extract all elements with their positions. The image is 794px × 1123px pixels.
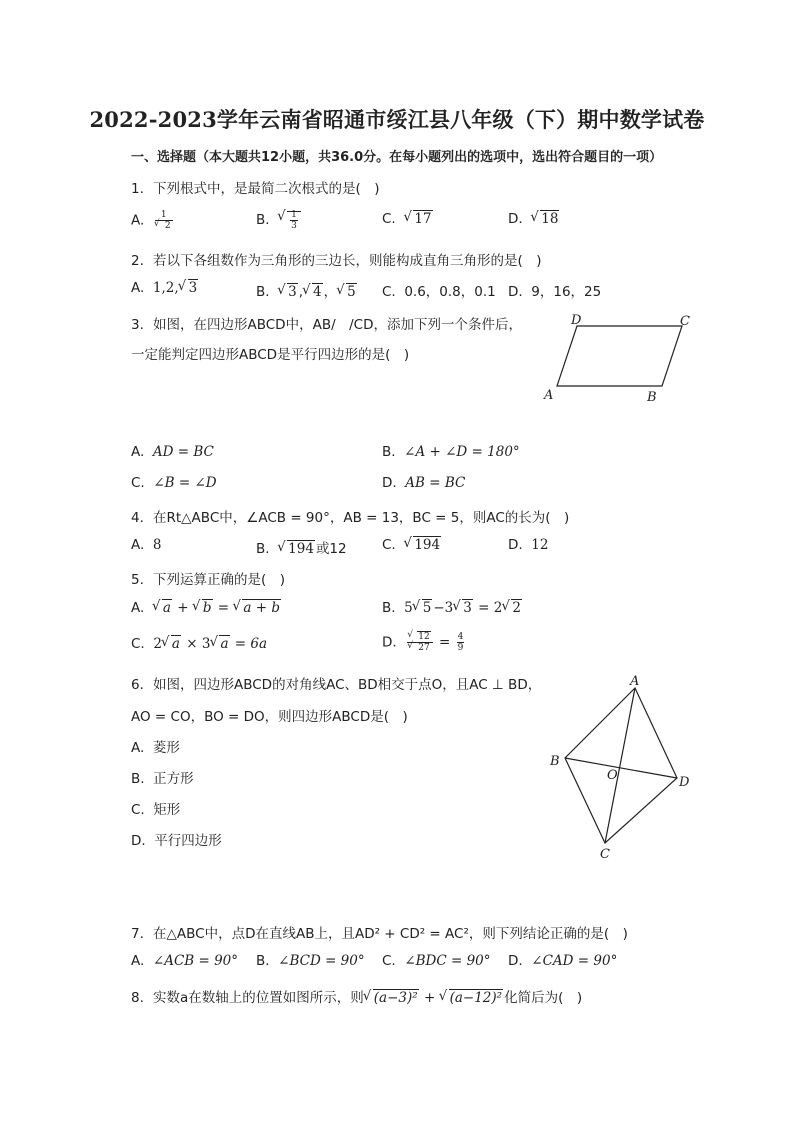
q2-option-a: A. 1,2,√ 3 [131,280,199,296]
q2-option-c: C. 0.6，0.8，0.1 [382,284,496,300]
question-1: 1. 下列根式中，是最简二次根式的是( ) [131,181,380,197]
q4-option-b: B. √ 194 或12 [256,537,347,557]
label-c: C [680,314,690,329]
q1-option-c: C. √ 17 [382,211,434,227]
question-4: 4. 在Rt△ABC中，∠ACB = 90°，AB = 13，BC = 5，则AC的长为( ) [131,510,570,526]
parallelogram-shape [557,326,682,386]
question-8: 8. 实数a在数轴上的位置如图所示，则√ (a−3)² + √ (a−12)² 化简后为( ) [131,986,582,1006]
q3-option-c: C. ∠B = ∠D [131,475,217,491]
quadrilateral-figure [540,670,700,870]
label-a: A [630,674,640,689]
q5-option-d: D. √ 12 √ 27 = $\frac{4}{9}$ [382,632,466,653]
question-3: 3. 如图，在四边形ABCD中，AB/ /CD，添加下列一个条件后， [131,317,522,333]
q7-option-c: C. ∠BDC = 90° [382,953,491,969]
q6-option-c: C. 矩形 [131,802,181,818]
q6-option-a: A. 菱形 [131,740,180,756]
q7-option-d: D. ∠CAD = 90° [508,953,618,969]
label-b: B [647,390,657,405]
q5-option-b: B. 5√ 5 −3√ 3 = 2√ 2 [382,600,523,616]
q4-option-d: D. 12 [508,537,549,553]
q1-option-b: B. √ $\frac{1}{3}$ [256,210,302,231]
q5-option-c: C. 2√ a × 3√ a = 6a [131,636,267,652]
q6-option-d: D. 平行四边形 [131,833,222,849]
q3-option-a: A. AD = BC [131,444,214,460]
question-2: 2. 若以下各组数作为三角形的三边长，则能构成直角三角形的是( ) [131,253,542,269]
question-6: 6. 如图，四边形ABCD的对角线AC、BD相交于点O，且AC ⊥ BD， [131,677,542,693]
q6-option-b: B. 正方形 [131,771,194,787]
question-5: 5. 下列运算正确的是( ) [131,572,286,588]
q3-option-b: B. ∠A + ∠D = 180° [382,444,520,460]
q4-option-a: A. 8 [131,537,162,553]
label-b: B [550,754,560,769]
section-heading: 一、选择题（本大题共12小题，共36.0分。在每小题列出的选项中，选出符合题目的一项） [131,150,663,165]
label-a: A [544,388,554,403]
q1-option-d: D. √ 18 [508,211,560,227]
label-o: O [607,768,618,783]
label-d: D [571,313,582,328]
parallelogram-figure [540,310,700,410]
question-7: 7. 在△ABC中，点D在直线AB上，且AD² + CD² = AC²，则下列结论正确的是( ) [131,926,628,942]
q7-option-b: B. ∠BCD = 90° [256,953,365,969]
q7-option-a: A. ∠ACB = 90° [131,953,239,969]
question-3-cont: 一定能判定四边形ABCD是平行四边形的是( ) [131,347,410,363]
q2-option-b: B. √ 3 ,√ 4 ，√ 5 [256,280,358,300]
q3-option-d: D. AB = BC [382,475,466,491]
quadrilateral-shape [565,688,677,843]
q1-option-a: A. 1 √ 2 [131,210,175,231]
q5-option-a: A. √ a + √ b = √ a + b [131,600,282,616]
page-title: 2022-2023学年云南省昭通市绥江县八年级（下）期中数学试卷 [89,107,705,132]
question-6-cont: AO = CO，BO = DO，则四边形ABCD是( ) [131,709,408,725]
q2-option-d: D. 9，16，25 [508,284,602,300]
label-d: D [679,775,690,790]
q4-option-c: C. √ 194 [382,537,442,553]
label-c: C [600,847,610,862]
